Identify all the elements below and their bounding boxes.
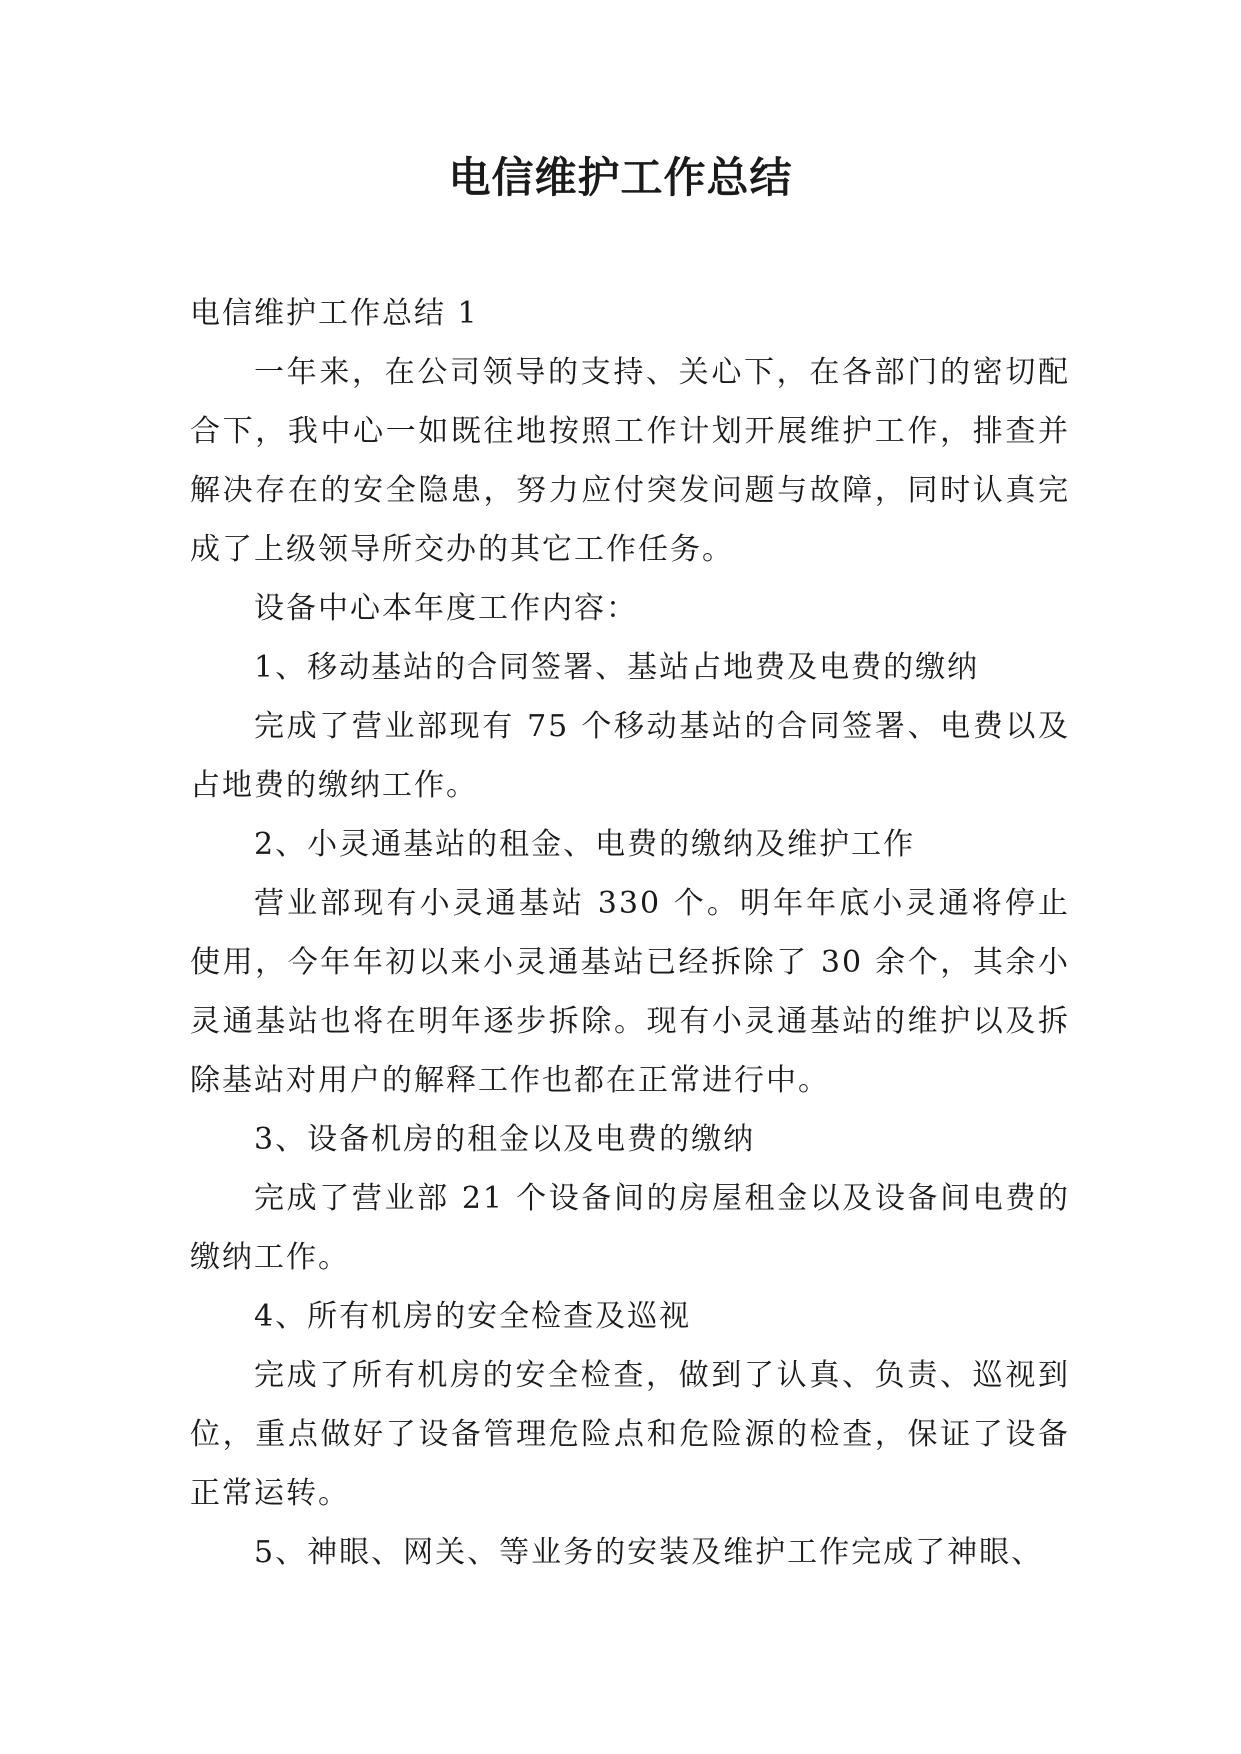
list-item-heading-3: 3、设备机房的租金以及电费的缴纳	[254, 1122, 756, 1157]
list-item-heading-4: 4、所有机房的安全检查及巡视	[254, 1299, 692, 1334]
body-paragraph-overview: 设备中心本年度工作内容：	[254, 591, 638, 626]
section-heading: 电信维护工作总结 1	[190, 296, 479, 331]
list-item-body-1: 完成了营业部现有 75 个移动基站的合同签署、电费以及占地费的缴纳工作。	[190, 709, 1070, 803]
document-title: 电信维护工作总结	[448, 153, 793, 202]
body-paragraph-intro: 一年来，在公司领导的支持、关心下，在各部门的密切配合下，我中心一如既往地按照工作计划开展维护工作，排查并解决存在的安全隐患，努力应付突发问题与故障，同时认真完成了上级领导所交办的其它工作任务。	[190, 355, 1070, 567]
list-item-body-3: 完成了营业部 21 个设备间的房屋租金以及设备间电费的缴纳工作。	[190, 1181, 1070, 1275]
list-item-body-4: 完成了所有机房的安全检查，做到了认真、负责、巡视到位，重点做好了设备管理危险点和危险源的检查，保证了设备正常运转。	[190, 1358, 1070, 1511]
list-item-heading-2: 2、小灵通基站的租金、电费的缴纳及维护工作	[254, 827, 916, 862]
document-body	[190, 284, 1070, 1582]
list-item-heading-5: 5、神眼、网关、等业务的安装及维护工作完成了神眼、	[254, 1535, 1044, 1570]
list-item-body-2: 营业部现有小灵通基站 330 个。明年年底小灵通将停止使用，今年年初以来小灵通基站已经拆除了 30 余个，其余小灵通基站也将在明年逐步拆除。现有小灵通基站的维护以及拆除基站对用户的解释工作也都在正常进行中。	[190, 886, 1070, 1098]
list-item-heading-1: 1、移动基站的合同签署、基站占地费及电费的缴纳	[254, 650, 980, 685]
